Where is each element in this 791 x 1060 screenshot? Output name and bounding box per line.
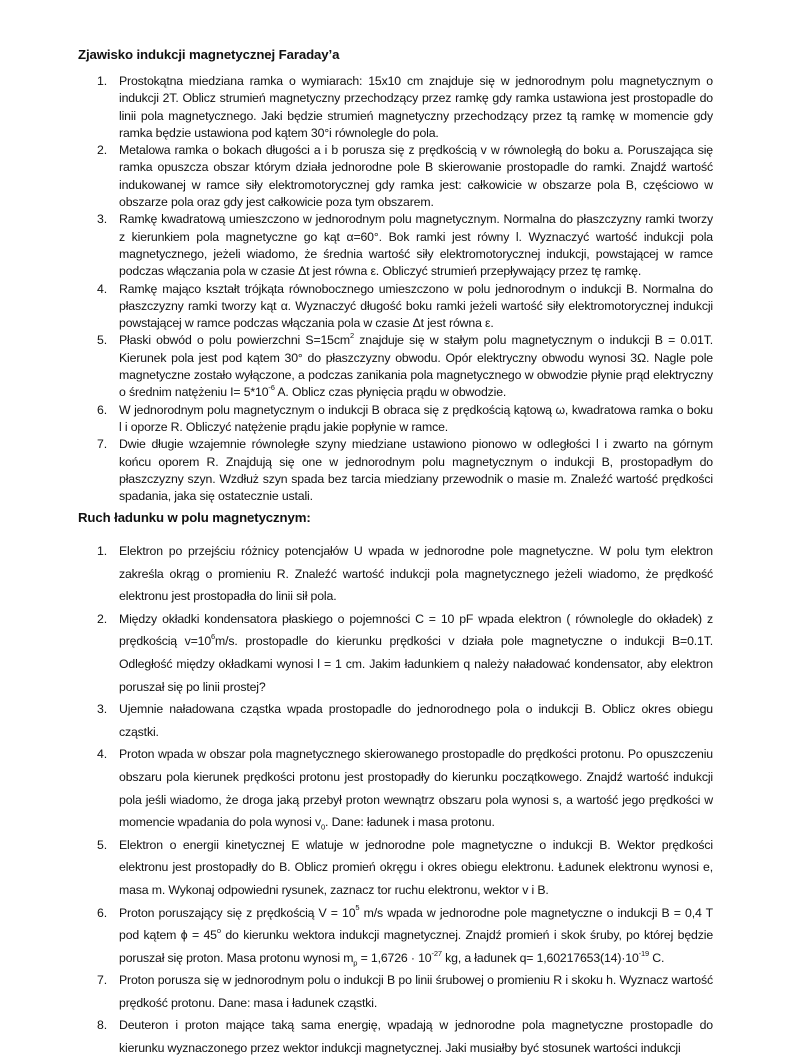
charge-motion-problem-list	[97, 540, 713, 1060]
list-item	[97, 540, 713, 608]
item-number: 4.	[97, 747, 107, 762]
item-number: 1.	[97, 74, 107, 88]
list-item	[97, 1014, 713, 1059]
item-text: Proton porusza się w jednorodnym polu o indukcji B po linii śrubowej o promieniu R i skoku h. Wyznacz wartość prędkość protonu. Dane: masa i ładunek cząstki.	[119, 973, 713, 1010]
list-item	[97, 402, 713, 437]
item-number: 3.	[97, 212, 107, 227]
item-number: 5.	[97, 837, 107, 852]
item-number: 8.	[97, 1018, 107, 1033]
list-item	[97, 211, 713, 280]
section-title-faraday: Zjawisko indukcji magnetycznej Faraday’a	[78, 47, 340, 62]
item-text: Ramkę kwadratową umieszczono w jednorodnym polu magnetycznym. Normalna do płaszczyzny ramki tworzy z kierunkiem pola magnetyczne go kąt α=60°. Bok ramki jest równy l. Wyznaczyć wartość indukcji pola magnetycznego, jeżeli wiadomo, że średnia wartość siły elektromotorycznej indukcji, powstającej w ramce podczas włączania pola w czasie Δt jest równa ε. Obliczyć strumień przepływający przez tę ramkę.	[119, 212, 713, 279]
item-text: Ujemnie naładowana cząstka wpada prostopadle do jednorodnego pola o indukcji B. Oblicz okres obiegu cząstki.	[119, 702, 713, 739]
item-number: 3.	[97, 702, 107, 717]
item-text: Proton poruszający się z prędkością $V = 10^5$ m/s wpada w jednorodne pole magnetyczne o indukcji B = 0,4 T pod kątem $\phi = 45^o$ do kierunku wektora indukcji magnetycznej. Znajdź promień i skok śruby, po której będzie poruszał się proton. Masa protonu wynosi $m_p = 1,6726 \cdot 10^{-27}$ kg, a ładunek $q= 1,60217653(14)\cdot 10^{-19}$ C.	[119, 903, 714, 968]
item-text: Metalowa ramka o bokach długości a i b porusza się z prędkością v w równoległą do boku a. Poruszająca się ramka opuszcza obszar którym działa jednorodne pole B skierowanie prostopadle do ramki. Znajdź wartość indukowanej w ramce siły elektromotorycznej gdy ramka jest: całkowicie w obszarze pola B, częściowo w obszarze pola oraz gdy jest całkowicie poza tym obszarem.	[119, 143, 713, 210]
item-text: Elektron po przejściu różnicy potencjałów U wpada w jednorodne pole magnetyczne. W polu tym elektron zakreśla okrąg o promieniu R. Znaleźć wartość indukcji pola magnetycznego jeżeli wiadomo, że prędkość elektronu jest prostopadła do linii sił pola.	[119, 544, 713, 604]
item-number: 2.	[97, 143, 107, 158]
item-text: Proton wpada w obszar pola magnetycznego skierowanego prostopadle do prędkości protonu. Po opuszczeniu obszaru pola kierunek prędkości protonu jest prostopadły do kierunku początkowego. Znajdź wartość indukcji pola jeśli wiadomo, że droga jaką przebył proton wewnątrz obszaru pola wynosi s, a wartość jego prędkości w momencie wpadania do pola wynosi $v_0$. Dane: ładunek i masa protonu.	[119, 747, 713, 832]
section-title-charge-motion: Ruch ładunku w polu magnetycznym:	[78, 510, 311, 525]
list-item	[97, 73, 713, 142]
item-number: 5.	[97, 333, 107, 348]
list-item	[97, 834, 713, 902]
list-item	[97, 332, 713, 401]
item-number: 2.	[97, 611, 107, 626]
item-text: Deuteron i proton mające taką sama energię, wpadają w jednorodne pola magnetyczne prostopadle do kierunku wyznaczonego przez wektor indukcji magnetycznej. Jaki musiałby być stosunek wartości indukcji	[119, 1018, 713, 1056]
item-text: Prostokątna miedziana ramka o wymiarach: 15x10 cm znajduje się w jednorodnym polu magnetycznym o indukcji 2T. Oblicz strumień magnetyczny przechodzący przez ramkę gdy ramka ustawiona jest prostopadle do linii pola magnetycznego. Jaki będzie strumień magnetyczny przechodzący przez tą ramkę w momencie gdy ramka będzie ustawiona pod kątem 30°i równolegle do pola.	[119, 74, 713, 140]
item-text: W jednorodnym polu magnetycznym o indukcji B obraca się z prędkością kątową ω, kwadratowa ramka o boku l i oporze R. Obliczyć natężenie prądu jakie popłynie w ramce.	[119, 402, 713, 434]
item-number: 6.	[97, 402, 107, 417]
item-text: Dwie długie wzajemnie równoległe szyny miedziane ustawiono pionowo w odległości l i zwarto na górnym końcu oporem R. Znajdują się one w jednorodnym polu magnetycznym o indukcji B, prostopadłym do płaszczyzny szyn. Wzdłuż szyn spada bez tarcia miedziany przewodnik o masie m. Znaleźć wartość prędkości spadania, jaka się ostatecznie ustali.	[119, 437, 713, 504]
list-item	[97, 608, 713, 698]
item-number: 6.	[97, 905, 107, 920]
item-text: Ramkę mająco kształt trójkąta równobocznego umieszczono w polu jednorodnym o indukcji B. Normalna do płaszczyzny ramki tworzy kąt α. Wyznaczyć długość boku ramki jeżeli wartość siły elektromotorycznej indukcji powstającej w ramce podczas włączania pola w czasie Δt jest równa ε.	[119, 281, 713, 331]
list-item	[97, 436, 713, 505]
item-text: Elektron o energii kinetycznej E wlatuje w jednorodne pole magnetyczne o indukcji B. Wektor prędkości elektronu jest prostopadły do B. Oblicz promień okręgu i okres obiegu elektronu. Ładunek elektronu wynosi e, masa m. Wykonaj odpowiedni rysunek, zaznacz tor ruchu elektronu, wektor v i B.	[119, 837, 713, 897]
list-item	[97, 902, 713, 970]
item-number: 7.	[97, 437, 107, 452]
list-item	[97, 743, 713, 833]
item-number: 4.	[97, 281, 107, 296]
item-text: Płaski obwód o polu powierzchni $S=15cm^2$ znajduje się w stałym polu magnetycznym o indukcji B = 0.01T. Kierunek pola jest pod kątem 30° do płaszczyzny obwodu. Opór elektryczny obwodu wynosi 3Ω. Nagle pole magnetyczne zostało wyłączone, a podczas zanikania pola magnetycznego w obwodzie płynie prąd elektryczny o średnim natężeniu $I= 5*10^{-6}$ A. Oblicz czas płynięcia prądu w obwodzie.	[119, 331, 713, 400]
faraday-problem-list	[97, 73, 713, 505]
list-item	[97, 142, 713, 211]
item-number: 1.	[97, 544, 107, 558]
list-item	[97, 698, 713, 743]
list-item	[97, 281, 713, 333]
item-text: Między okładki kondensatora płaskiego o pojemności C = 10 pF wpada elektron ( równolegle do okładek) z prędkością $v=10^6m/s$. prostopadle do kierunku prędkości v działa pole magnetyczne o indukcji B=0.1T. Odległość między okładkami wynosi l = 1 cm. Jakim ładunkiem q należy naładować kondensator, aby elektron poruszał się po linii prostej?	[119, 611, 713, 694]
item-number: 7.	[97, 973, 107, 988]
list-item	[97, 969, 713, 1014]
